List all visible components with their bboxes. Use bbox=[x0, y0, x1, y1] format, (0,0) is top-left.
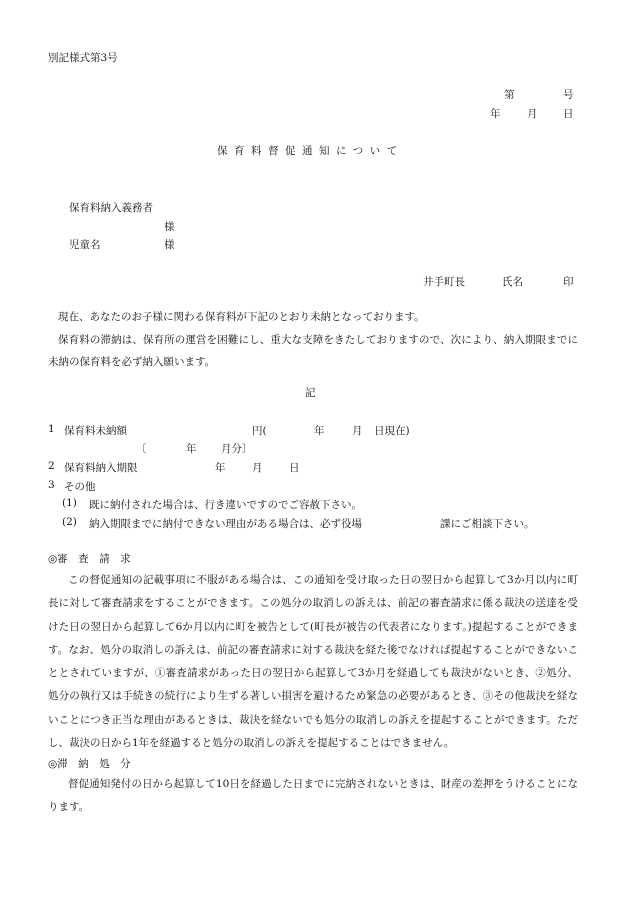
item1-year: 年 bbox=[314, 425, 325, 437]
obligor-honorific: 様 bbox=[164, 221, 175, 233]
obligor-label: 保育料納入義務者 bbox=[69, 202, 153, 214]
review-body: この督促通知の記載事項に不服がある場合は、この通知を受け取った日の翌日から起算して3か月以内に町長に対して審査請求をすることができます。この処分の取消しの訴えは、前記の審査請求に係る裁決の送達を受けた日の翌日から起算して6か月以内に町を被告として(町長が被告の代表者になります。)提起することができます。なお、処分の取消しの訴えは、前記の審査請求に対する裁決を経た後でなければ提起することができないこととされていますが、①審査請求があった日の翌日から起算して3か月を経過しても裁決がないとき、②処分、処分の執行又は手続きの続行により生ずる著しい損害を避けるため緊急の必要があるとき、③その他裁決を経ないことにつき正当な理由があるときは、裁決を経ないでも処分の取消しの訴えを提起することができます。ただし、裁決の日から1年を経過すると処分の取消しの訴えを提起することはできません。 bbox=[48, 574, 578, 750]
notice-number-suffix: 号 bbox=[563, 89, 574, 101]
form-number-label: 別記様式第3号 bbox=[48, 52, 118, 64]
date-year-label: 年 bbox=[490, 108, 501, 120]
item2-number: 2 bbox=[48, 460, 55, 472]
item2-label: 保育料納入期限 bbox=[64, 462, 138, 474]
child-honorific: 様 bbox=[164, 239, 175, 251]
item1-month: 月 bbox=[352, 425, 363, 437]
date-month-label: 月 bbox=[527, 108, 538, 120]
item2-year: 年 bbox=[215, 462, 226, 474]
review-heading: ◎審 査 請 求 bbox=[48, 553, 131, 565]
notice-number-prefix: 第 bbox=[504, 89, 515, 101]
item1-sub-year: 年 bbox=[186, 443, 197, 455]
review-section bbox=[48, 569, 578, 755]
intro-paragraph-2: 保育料の滞納は、保育所の運営を困難にし、重大な支障をきたしておりますので、次により、納入期限までに未納の保育料を必ず納入願います。 bbox=[48, 333, 578, 368]
sub2-text-b: 課にご相談下さい。 bbox=[440, 518, 535, 530]
item1-sub-month: 月分〕 bbox=[221, 443, 253, 455]
page-title: 保育料督促通知について bbox=[217, 145, 404, 157]
ki-heading: 記 bbox=[305, 387, 316, 399]
date-day-label: 日 bbox=[563, 108, 574, 120]
sub1-number: (1) bbox=[62, 497, 77, 509]
delinquency-heading: ◎滞 納 処 分 bbox=[48, 758, 131, 770]
item3-number: 3 bbox=[48, 479, 55, 491]
sender-office: 井手町長 bbox=[423, 276, 465, 288]
item1-as-of: 日現在) bbox=[374, 425, 410, 437]
delinquency-body: 督促通知発付の日から起算して10日を経過した日までに完納されないときは、財産の差押をうけることになります。 bbox=[48, 778, 578, 813]
sub1-text: 既に納付された場合は、行き違いですのでご容赦下さい。 bbox=[89, 499, 362, 511]
item1-number: 1 bbox=[48, 423, 55, 435]
item2-day: 日 bbox=[289, 462, 300, 474]
delinquency-section bbox=[48, 773, 578, 818]
item1-yen: 円( bbox=[252, 425, 267, 437]
intro-paragraphs bbox=[48, 306, 578, 374]
item2-month: 月 bbox=[252, 462, 263, 474]
item3-label: その他 bbox=[64, 481, 96, 493]
seal-mark: 印 bbox=[563, 276, 574, 288]
item1-sub-open: 〔 bbox=[136, 443, 147, 455]
child-name-label: 児童名 bbox=[69, 239, 101, 251]
sub2-text-a: 納入期限までに納付できない理由がある場合は、必ず役場 bbox=[89, 518, 362, 530]
item1-label: 保育料未納額 bbox=[64, 425, 127, 437]
sub2-number: (2) bbox=[62, 516, 77, 528]
intro-paragraph-1: 現在、あなたのお子様に関わる保育料が下記のとおり未納となっております。 bbox=[58, 311, 425, 323]
sender-name-label: 氏名 bbox=[502, 276, 523, 288]
